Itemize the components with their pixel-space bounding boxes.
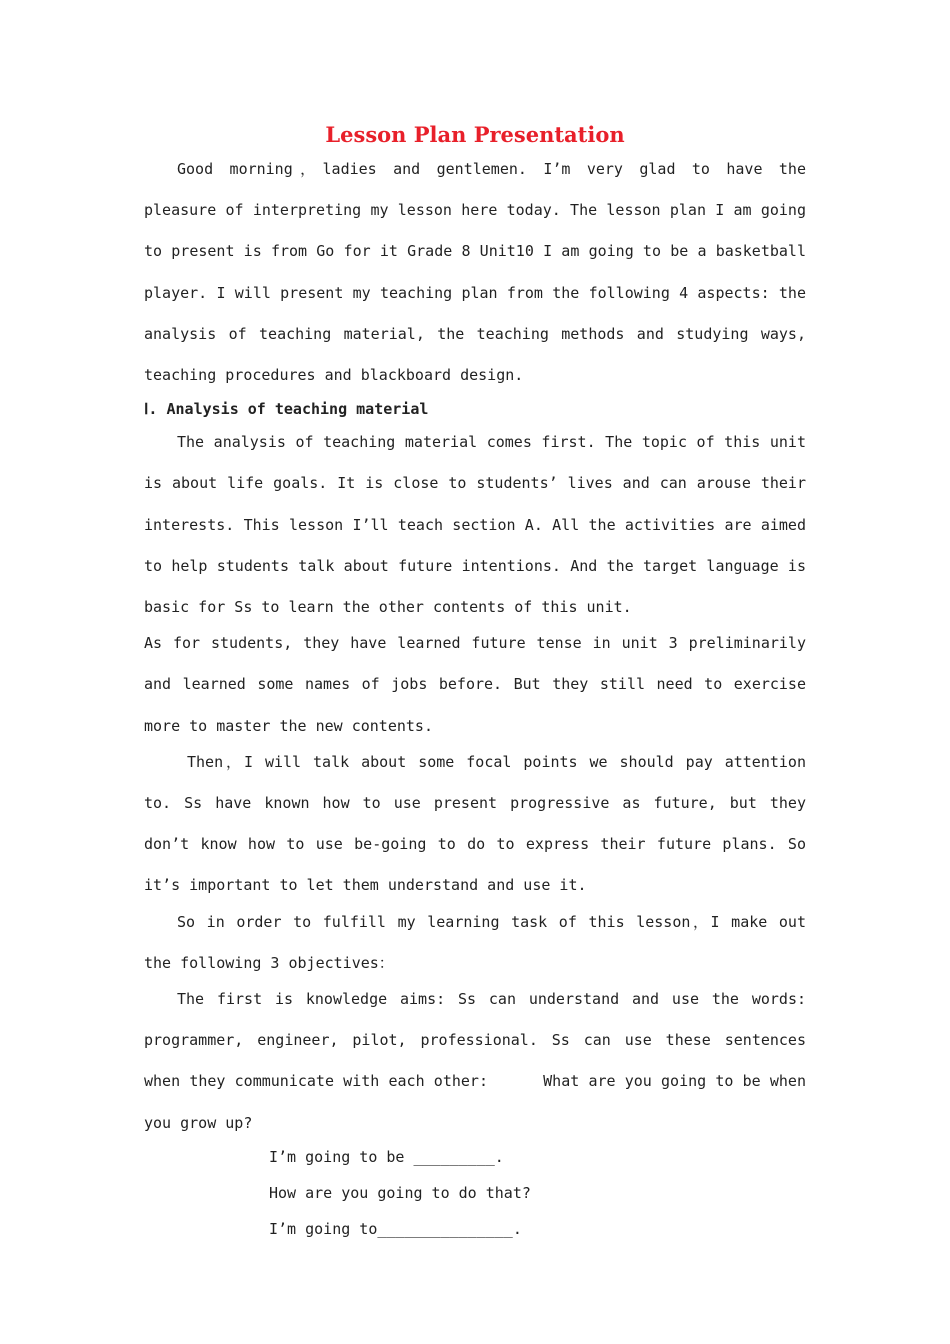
objectives-paragraph: So in order to fulfill my learning task of this lesson，I make out the following 3 objectives： (144, 912, 806, 972)
target-sentence: How are you going to do that? (269, 1183, 531, 1202)
knowledge-aims-paragraph: The first is knowledge aims: Ss can understand and use the words: programmer, engineer, pilot, professional. Ss can use these sentences when they communicate with each other: What are you going to be when you grow up? (144, 990, 816, 1132)
section-heading: Ⅰ. Analysis of teaching material (144, 400, 429, 419)
target-sentence: I’m going to_______________. (269, 1219, 522, 1238)
students-paragraph: As for students, they have learned future tense in unit 3 preliminarily and learned some names of jobs before. But they still need to exercise more to master the new contents. (144, 634, 806, 735)
document-body (144, 149, 816, 1247)
focal-points-paragraph: Then，I will talk about some focal points we should pay attention to. Ss have known how to use present progressive as future, but they don’t know how to use be-going to do to express their future plans. So it’s important to let them understand and use it. (144, 752, 806, 895)
intro-paragraph: Good morning，ladies and gentlemen. I’m very glad to have the pleasure of interpreting my lesson here today. The lesson plan I am going to present is from Go for it Grade 8 Unit10 I am going to be a basketball player. I will present my teaching plan from the following 4 aspects: the analysis of teaching material, the teaching methods and studying ways, teaching procedures and blackboard design. (144, 160, 806, 385)
target-sentence: I’m going to be _________. (269, 1147, 504, 1166)
document-title: Lesson Plan Presentation (325, 122, 625, 147)
analysis-paragraph: The analysis of teaching material comes first. The topic of this unit is about life goals. It is close to students’ lives and can arouse their interests. This lesson I’ll teach section A. All the activities are aimed to help students talk about future intentions. And the target language is basic for Ss to learn the other contents of this unit. (144, 433, 806, 617)
